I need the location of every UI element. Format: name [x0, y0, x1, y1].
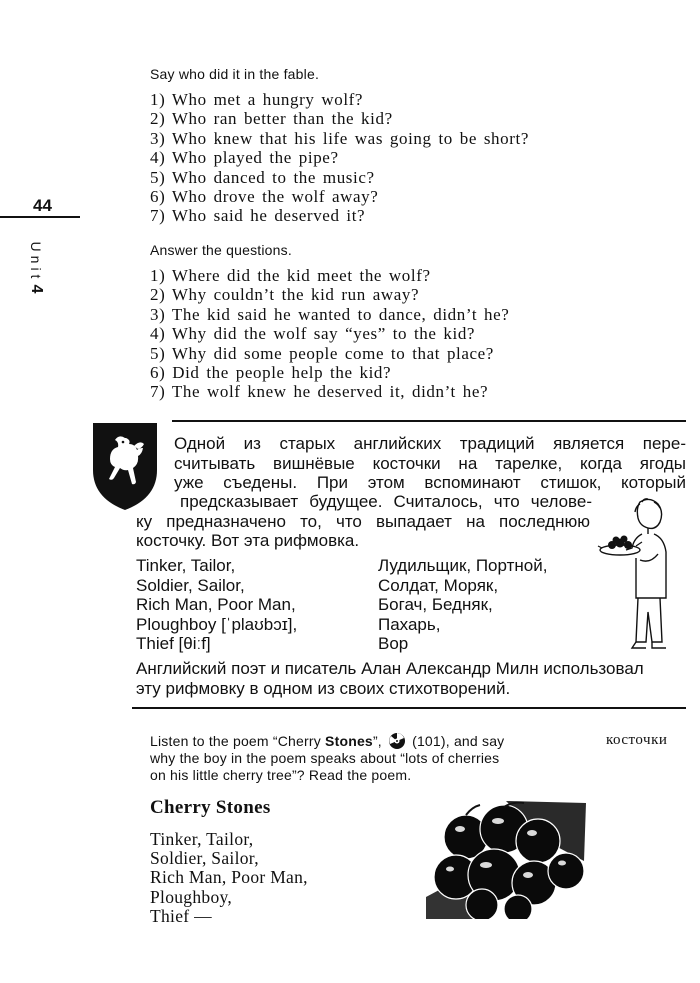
exercise2-instruction: Answer the questions. — [150, 242, 292, 258]
closing-line: эту рифмовку в одном из своих стихотворений. — [136, 678, 511, 698]
culture-line: Одной из старых английских традиций является пере- — [174, 434, 686, 453]
closing-line: Английский поэт и писатель Алан Александр Милн использовал — [136, 659, 644, 678]
culture-box-bottom-rule — [132, 707, 686, 709]
page-number: 44 — [33, 196, 52, 215]
question-item: 6) Who drove the wolf away? — [150, 187, 379, 207]
culture-closing-text — [136, 659, 688, 698]
rhyme-line: Богач, Бедняк, — [378, 595, 493, 615]
rhyme-line: Soldier, Sailor, — [136, 575, 245, 595]
rhyme-line: Thief [θiːf] — [136, 634, 211, 654]
listening-instruction-text: Listen to the poem “Cherry — [150, 733, 326, 749]
culture-line: ку предназначено то, что выпадает на последнюю — [136, 511, 590, 531]
poem-title: Cherry Stones — [150, 797, 271, 818]
poem-line: Rich Man, Poor Man, — [150, 867, 308, 888]
question-item: 1) Where did the kid meet the wolf? — [150, 266, 431, 285]
unit-number: 4 — [28, 284, 45, 294]
rhyme-line: Солдат, Моряк, — [378, 575, 499, 595]
exercise2-question-list — [150, 266, 509, 402]
question-item: 4) Why did the wolf say “yes” to the kid? — [150, 324, 476, 344]
question-item: 1) Who met a hungry wolf? — [150, 90, 364, 109]
culture-text — [174, 434, 686, 493]
question-item: 7) Who said he deserved it? — [150, 206, 366, 226]
question-item: 3) The kid said he wanted to dance, didn’t he? — [150, 304, 510, 324]
question-item: 5) Who danced to the music? — [150, 167, 375, 187]
question-item: 6) Did the people help the kid? — [150, 363, 392, 383]
question-item: 3) Who knew that his life was going to be short? — [150, 128, 529, 148]
culture-line: косточку. Вот эта рифмовка. — [136, 531, 360, 550]
listening-instruction-line: why the boy in the poem speaks about “lots of cherries — [150, 750, 500, 766]
unit-marker — [26, 232, 46, 302]
rhyme-line: Вор — [378, 634, 409, 654]
question-item: 4) Who played the pipe? — [150, 148, 339, 168]
poem-line: Thief — — [150, 905, 212, 926]
rhyme-line: Пахарь, — [378, 614, 441, 634]
poem-line: Soldier, Sailor, — [150, 848, 259, 869]
rhyme-line: Tinker, Tailor, — [136, 556, 236, 575]
listening-instruction-text: ”, — [372, 733, 382, 749]
listening-instruction — [150, 732, 570, 783]
rhyme-line: Лудильщик, Портной, — [378, 556, 548, 575]
rhyme-line: Rich Man, Poor Man, — [136, 595, 296, 615]
poem-body — [150, 830, 308, 926]
rhyme-line: Ploughboy [ˈplaʊbɔɪ], — [136, 614, 298, 634]
glossary-word: косточки — [606, 732, 668, 748]
culture-text-wrap — [136, 492, 596, 551]
exercise1-instruction: Say who did it in the fable. — [150, 66, 320, 82]
question-item: 7) The wolf knew he deserved it, didn’t he? — [150, 382, 489, 402]
culture-line: уже съедены. При этом вспоминают стишок, который — [174, 473, 686, 492]
poem-line: Ploughboy, — [150, 886, 233, 907]
rhyme-russian-column — [378, 556, 547, 654]
boy-with-cherry-plate-illustration — [596, 494, 688, 654]
rhyme-english-column — [136, 556, 297, 654]
cherries-photo — [426, 801, 586, 919]
listening-poem-name: Stones — [325, 733, 373, 749]
page-number-rule — [0, 216, 80, 218]
exercise1-question-list — [150, 90, 529, 226]
question-item: 2) Why couldn’t the kid run away? — [150, 285, 420, 305]
culture-line: считывать вишнёвые косточки на тарелке, когда ягоды — [174, 453, 686, 473]
audio-track-number: (101), and say — [412, 733, 505, 749]
question-item: 5) Why did some people come to that place? — [150, 343, 494, 363]
question-item: 2) Who ran better than the kid? — [150, 109, 393, 129]
culture-line: предсказывает будущее. Считалось, что челове- — [180, 492, 592, 511]
culture-box-top-rule — [172, 420, 686, 422]
listening-instruction-line: on his little cherry tree”? Read the poem. — [150, 766, 412, 783]
unit-label: Unit — [28, 241, 44, 283]
cd-disc-icon[interactable] — [388, 732, 406, 750]
poem-line: Tinker, Tailor, — [150, 829, 254, 849]
